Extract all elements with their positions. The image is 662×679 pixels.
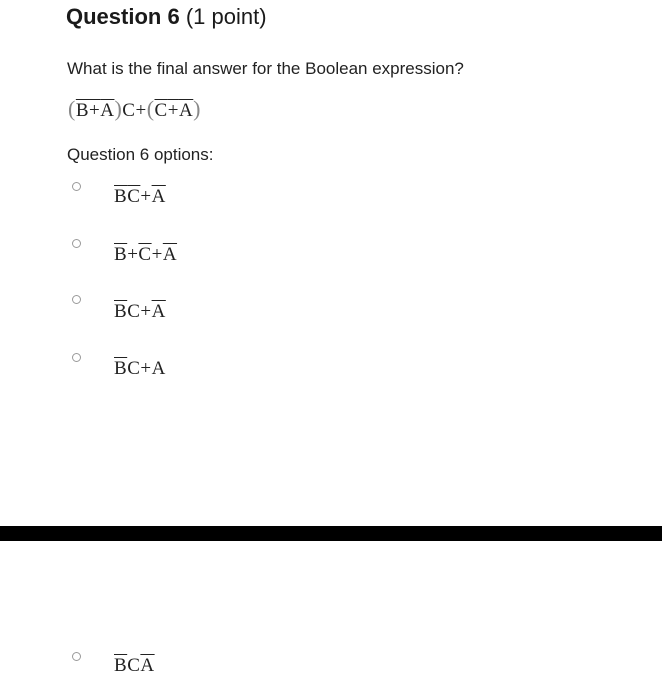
option-3-radio[interactable] xyxy=(72,295,81,304)
boolean-expression: (B+A)C+(C+A) xyxy=(68,96,201,121)
option-5-text[interactable]: $\overline{B}C\overline{A}$ xyxy=(114,655,155,676)
question-prompt: What is the final answer for the Boolean expression? xyxy=(67,59,464,78)
question-points: (1 point) xyxy=(185,4,267,29)
question-title xyxy=(66,4,267,30)
option-3-text[interactable]: $\overline{B}C+\overline{A}$ xyxy=(114,301,166,322)
option-1-radio[interactable] xyxy=(72,182,81,191)
option-1-text[interactable]: $\overline{B}\overline{C}+\overline{A}$ xyxy=(114,186,166,207)
options-label: Question 6 options: xyxy=(67,145,214,164)
option-5-radio[interactable] xyxy=(72,652,81,661)
option-4-text[interactable]: $\overline{B}C+A$ xyxy=(114,358,166,379)
option-2-radio[interactable] xyxy=(72,239,81,248)
option-2-text[interactable]: $\overline{B}+\overline{C}+\overline{A}$ xyxy=(114,244,178,265)
black-divider-bar xyxy=(0,526,662,541)
option-4-radio[interactable] xyxy=(72,353,81,362)
overbar-c-plus-a: C+A xyxy=(154,100,194,121)
question-number: Question 6 xyxy=(66,4,180,29)
overbar-b-plus-a: B+A xyxy=(75,100,115,121)
